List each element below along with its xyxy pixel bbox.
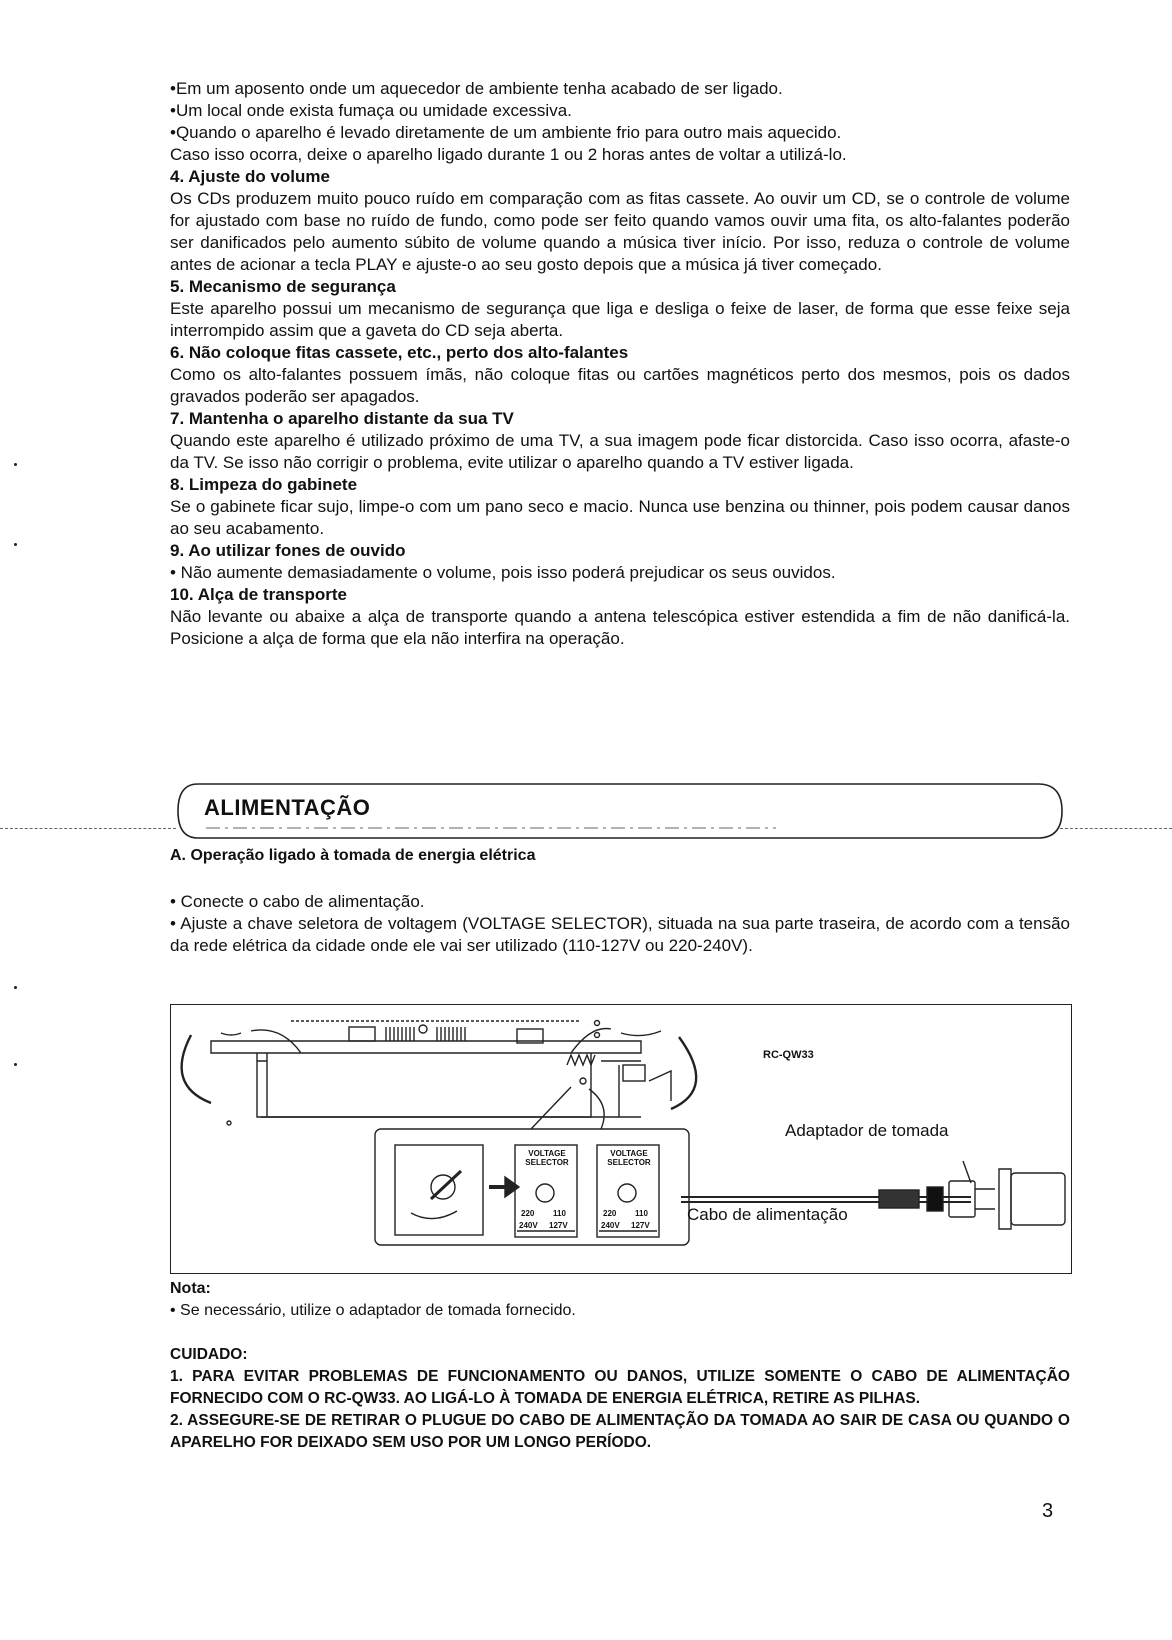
margin-speck [14, 543, 17, 546]
selector-title-b-2: SELECTOR [607, 1158, 651, 1167]
margin-speck [14, 1063, 17, 1066]
body-volume: Os CDs produzem muito pouco ruído em comparação com as fitas cassete. Ao ouvir um CD, se o controle de volume for ajustado com base no ruído de fundo, como pode ser feito quando vamos ouvir uma fita, os alto-falantes poderão ser danificados pelo aumento súbito de volume quando a música tiver início. Por isso, reduza o controle de volume antes de acionar a tecla PLAY e ajuste-o ao seu gosto depois que a música já tiver começado. [170, 189, 1070, 274]
power-block [170, 845, 1070, 957]
heading-tv: 7. Mantenha o aparelho distante da sua TV [170, 409, 514, 428]
bullet-cold: •Quando o aparelho é levado diretamente de um ambiente frio para outro mais aquecido. [170, 123, 842, 142]
model-label: RC-QW33 [763, 1049, 814, 1061]
selector-b-240: 240V [601, 1221, 620, 1230]
selector-a-110: 110 [553, 1209, 566, 1218]
adapter-label: Adaptador de tomada [785, 1121, 949, 1140]
heading-volume: 4. Ajuste do volume [170, 167, 330, 186]
heading-cleaning: 8. Limpeza do gabinete [170, 475, 358, 494]
heading-cassettes: 6. Não coloque fitas cassete, etc., perto dos alto-falantes [170, 343, 629, 362]
section-header-frame [176, 780, 1068, 842]
cuidado-item-2: 2. ASSEGURE-SE DE RETIRAR O PLUGUE DO CABO DE ALIMENTAÇÃO DA TOMADA AO SAIR DE CASA OU QUANDO O APARELHO FOR DEIXADO SEM USO POR UM LONGO PERÍODO. [170, 1412, 1070, 1451]
page-number: 3 [1042, 1500, 1054, 1522]
selector-b-220: 220 [603, 1209, 617, 1218]
selector-a-127: 127V [549, 1221, 568, 1230]
body-tv: Quando este aparelho é utilizado próximo de uma TV, a sua imagem pode ficar distorcida. Caso isso ocorra, afaste-o da TV. Se isso não corrigir o problema, evite utilizar o aparelho quando a TV estiver ligada. [170, 431, 1070, 472]
nota-text: • Se necessário, utilize o adaptador de tomada fornecido. [170, 1302, 576, 1319]
body-handle: Não levante ou abaixe a alça de transporte quando a antena telescópica estiver estendida a fim de não danificá-la. Posicione a alça de forma que ela não interfira na operação. [170, 607, 1070, 648]
body-cleaning: Se o gabinete ficar sujo, limpe-o com um pano seco e macio. Nunca use benzina ou thinner, pois podem causar danos ao seu acabamento. [170, 497, 1070, 538]
body-safety: Este aparelho possui um mecanismo de segurança que liga e desliga o feixe de laser, de forma que esse feixe seja interrompido assim que a gaveta do CD seja aberta. [170, 299, 1070, 340]
bullet-heater: •Em um aposento onde um aquecedor de ambiente tenha acabado de ser ligado. [170, 79, 783, 98]
selector-title-a [521, 1149, 573, 1167]
subheading-mains: A. Operação ligado à tomada de energia elétrica [170, 847, 536, 864]
instructions-block [170, 78, 1070, 650]
section-rule-left [0, 828, 176, 829]
nota-heading: Nota: [170, 1280, 211, 1297]
selector-title-a-1: VOLTAGE [528, 1149, 566, 1158]
selector-a-220: 220 [521, 1209, 535, 1218]
selector-title-b-1: VOLTAGE [610, 1149, 648, 1158]
selector-title-b [603, 1149, 655, 1167]
selector-b-110: 110 [635, 1209, 648, 1218]
margin-speck [14, 986, 17, 989]
selector-b-127: 127V [631, 1221, 650, 1230]
heading-handle: 10. Alça de transporte [170, 585, 347, 604]
cuidado-heading: CUIDADO: [170, 1346, 248, 1363]
body-cassettes: Como os alto-falantes possuem ímãs, não coloque fitas ou cartões magnéticos perto dos mesmos, pois os dados gravados poderão ser apagados. [170, 365, 1070, 406]
heading-headphones: 9. Ao utilizar fones de ouvido [170, 541, 406, 560]
cable-label: Cabo de alimentação [687, 1205, 848, 1224]
notes-block [170, 1278, 1070, 1454]
bullet-connect: • Conecte o cabo de alimentação. [170, 892, 425, 911]
selector-title-a-2: SELECTOR [525, 1158, 569, 1167]
body-headphones: • Não aumente demasiadamente o volume, pois isso poderá prejudicar os seus ouvidos. [170, 563, 836, 582]
selector-a-240: 240V [519, 1221, 538, 1230]
heading-safety: 5. Mecanismo de segurança [170, 277, 396, 296]
section-rule-right [1060, 828, 1172, 829]
cuidado-item-1: 1. PARA EVITAR PROBLEMAS DE FUNCIONAMENTO OU DANOS, UTILIZE SOMENTE O CABO DE ALIMENTAÇÃO FORNECIDO COM O RC-QW33. AO LIGÁ-LO À TOMADA DE ENERGIA ELÉTRICA, RETIRE AS PILHAS. [170, 1368, 1070, 1407]
voltage-figure [170, 1004, 1072, 1274]
bullet-voltage: • Ajuste a chave seletora de voltagem (VOLTAGE SELECTOR), situada na sua parte traseira, de acordo com a tensão da rede elétrica da cidade onde ele vai ser utilizado (110-127V ou 220-240V). [170, 914, 1070, 955]
bullet-smoke: •Um local onde exista fumaça ou umidade excessiva. [170, 101, 572, 120]
condensation-note: Caso isso ocorra, deixe o aparelho ligado durante 1 ou 2 horas antes de voltar a utilizá-lo. [170, 145, 847, 164]
margin-speck [14, 463, 17, 466]
section-title: ALIMENTAÇÃO [204, 795, 371, 820]
